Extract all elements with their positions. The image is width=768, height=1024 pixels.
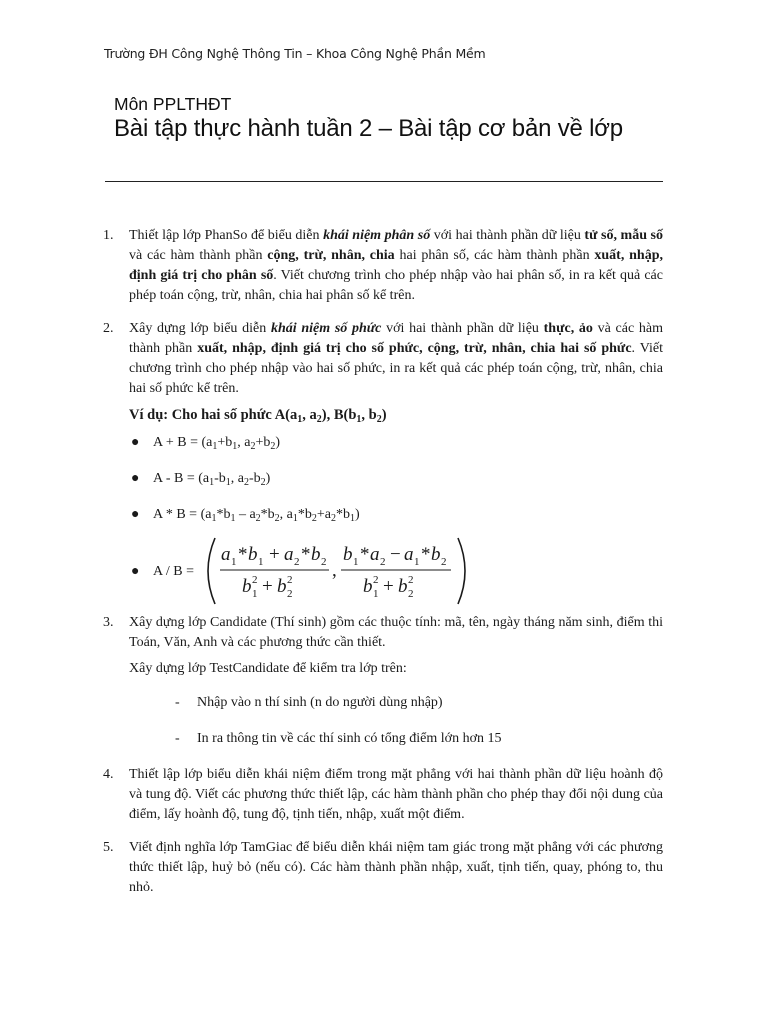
- exercise-2: [103, 319, 663, 399]
- exercise-emphasis: khái niệm số phức: [270, 321, 382, 336]
- svg-text:b: b: [363, 576, 373, 597]
- example-formula: A / B =: [153, 564, 194, 579]
- page-title: Bài tập thực hành tuần 2 – Bài tập cơ bản về lớp: [114, 115, 623, 142]
- exercise-text: và các hàm thành phần: [129, 321, 663, 356]
- svg-text:2: 2: [380, 556, 386, 568]
- svg-text:a: a: [404, 544, 414, 565]
- svg-text:+: +: [262, 576, 273, 597]
- svg-text:+: +: [269, 544, 280, 565]
- svg-text:1: 1: [414, 556, 420, 568]
- exercise-text: . Viết chương trình cho phép nhập vào hai phân số, in ra kết quả các phép toán cộng, trừ, nhân, chia hai phân số kể trên.: [129, 268, 663, 303]
- example-formula: $A - B = (a_1-b_1$, $a_2-b_2$): [153, 471, 271, 488]
- svg-text:2: 2: [252, 574, 258, 586]
- svg-text:2: 2: [441, 556, 447, 568]
- exercise-1: [103, 226, 663, 306]
- svg-text:1: 1: [353, 556, 359, 568]
- svg-text:b: b: [431, 544, 441, 565]
- exercise-3: [103, 613, 663, 653]
- example-bullet: [129, 541, 663, 603]
- example-bullet: [129, 505, 663, 525]
- exercise-text: Viết định nghĩa lớp TamGiac để biểu diễn khái niệm tam giác trong mặt phẳng với các phương thức thiết lập, huỷ bỏ (nếu có). Các hàm thành phần nhập, xuất, tịnh tiến, quay, phóng to, thu nhỏ.: [129, 840, 663, 895]
- svg-text:2: 2: [287, 574, 293, 586]
- sub-list-item: [103, 729, 663, 749]
- svg-text:2: 2: [373, 574, 379, 586]
- exercise-5: [103, 838, 663, 898]
- fraction-2-numerator: [343, 544, 447, 568]
- dash-marker: -: [175, 731, 180, 746]
- svg-text:b: b: [398, 576, 408, 597]
- exercise-emphasis: thực, ảo: [543, 321, 593, 336]
- example-heading: Ví dụ: Cho hai số phức $A(a_1$, $a_2$), $B(b_1$, $b_2$): [129, 407, 387, 425]
- svg-text:b: b: [343, 544, 353, 565]
- exercise-emphasis: cộng, trừ, nhân, chia: [267, 248, 395, 263]
- division-formula: [205, 536, 475, 606]
- exercise-number: 3.: [103, 615, 114, 630]
- svg-text:2: 2: [321, 556, 327, 568]
- svg-text:−: −: [390, 544, 401, 565]
- fraction-2-denominator: [363, 574, 414, 600]
- exercise-number: 1.: [103, 228, 114, 243]
- exercise-text: với hai thành phần dữ liệu: [381, 321, 544, 336]
- exercise-number: 4.: [103, 767, 114, 782]
- sub-list-text: In ra thông tin về các thí sinh có tổng điểm lớn hơn 15: [197, 731, 502, 746]
- bullet-icon: ●: [131, 471, 140, 486]
- svg-text:2: 2: [408, 574, 414, 586]
- exercise-text: Thiết lập lớp biểu diễn khái niệm điểm trong mặt phẳng với hai thành phần dữ liệu hoành độ và tung độ. Viết các phương thức thiết lập, các hàm thành phần cho phép thay đổi nội dung của điểm, lấy hoành độ, tung độ, tịnh tiến, nhập, xuất một điểm.: [129, 767, 663, 822]
- exercise-text: hai phân số, các hàm thành phần: [394, 248, 595, 263]
- exercise-text: . Viết chương trình cho phép nhập vào hai số phức, in ra kết quả các phép toán cộng, trừ, nhân, chia hai số phức kể trên.: [129, 341, 663, 396]
- exercise-text: Xây dựng lớp biểu diễn: [129, 321, 271, 336]
- svg-text:b: b: [248, 544, 258, 565]
- subject-name: Môn PPLTHĐT: [114, 94, 232, 114]
- exercise-number: 5.: [103, 840, 114, 855]
- svg-text:2: 2: [408, 588, 414, 600]
- exercise-number: 2.: [103, 321, 114, 336]
- exercise-text: Thiết lập lớp PhanSo để biểu diễn: [129, 228, 324, 243]
- exercise-emphasis: khái niệm phân số: [323, 228, 431, 243]
- exercise-emphasis: xuất, nhập, định giá trị cho phân số: [129, 248, 663, 283]
- exercise-emphasis: tử số, mẫu số: [584, 228, 664, 243]
- exercise-text: với hai thành phần dữ liệu: [430, 228, 585, 243]
- svg-text:a: a: [370, 544, 380, 565]
- svg-text:1: 1: [258, 556, 264, 568]
- exercise-text: Xây dựng lớp Candidate (Thí sinh) gồm các thuộc tính: mã, tên, ngày tháng năm sinh, điểm thi Toán, Văn, Anh và các phương thức cần thiết.: [129, 615, 663, 650]
- svg-text:a: a: [221, 544, 231, 565]
- example-bullet: [129, 469, 663, 489]
- svg-text:b: b: [277, 576, 287, 597]
- sub-list-text: Nhập vào n thí sinh (n do người dùng nhập): [197, 695, 443, 710]
- svg-text:*: *: [360, 544, 370, 565]
- sub-list-item: [103, 693, 663, 713]
- svg-text:+: +: [383, 576, 394, 597]
- bullet-icon: ●: [131, 435, 140, 450]
- exercise-3-subintro: Xây dựng lớp TestCandidate để kiểm tra lớp trên:: [129, 661, 407, 676]
- title-divider: [105, 181, 663, 182]
- svg-text:b: b: [242, 576, 252, 597]
- exercise-text: và các hàm thành phần: [129, 248, 268, 263]
- exercise-list: [103, 226, 663, 911]
- school-header: Trường ĐH Công Nghệ Thông Tin – Khoa Công Nghệ Phần Mềm: [104, 46, 486, 61]
- svg-text:1: 1: [231, 556, 237, 568]
- example-bullet-list: [103, 433, 663, 603]
- fraction-1-numerator: [221, 544, 327, 568]
- bullet-icon: ●: [131, 564, 140, 579]
- example-formula: $A * B = (a_1*b_1 - a_2*b_2$, $a_1*b_2+a_2*b_1$): [153, 507, 360, 524]
- example-formula: $A + B = (a_1+b_1$, $a_2+b_2$): [153, 435, 281, 452]
- example-bullet: [129, 433, 663, 453]
- svg-text:2: 2: [294, 556, 300, 568]
- svg-text:1: 1: [252, 588, 258, 600]
- fraction-1-denominator: [242, 574, 293, 600]
- bullet-icon: ●: [131, 507, 140, 522]
- svg-text:,: ,: [332, 560, 337, 581]
- dash-marker: -: [175, 695, 180, 710]
- svg-text:*: *: [238, 544, 248, 565]
- exercise-emphasis: xuất, nhập, định giá trị cho số phức, cộng, trừ, nhân, chia hai số phức: [197, 341, 632, 356]
- svg-text:1: 1: [373, 588, 379, 600]
- svg-text:2: 2: [287, 588, 293, 600]
- svg-text:a: a: [284, 544, 294, 565]
- exercise-4: [103, 765, 663, 825]
- svg-text:*: *: [301, 544, 311, 565]
- svg-text:b: b: [311, 544, 321, 565]
- svg-text:*: *: [421, 544, 431, 565]
